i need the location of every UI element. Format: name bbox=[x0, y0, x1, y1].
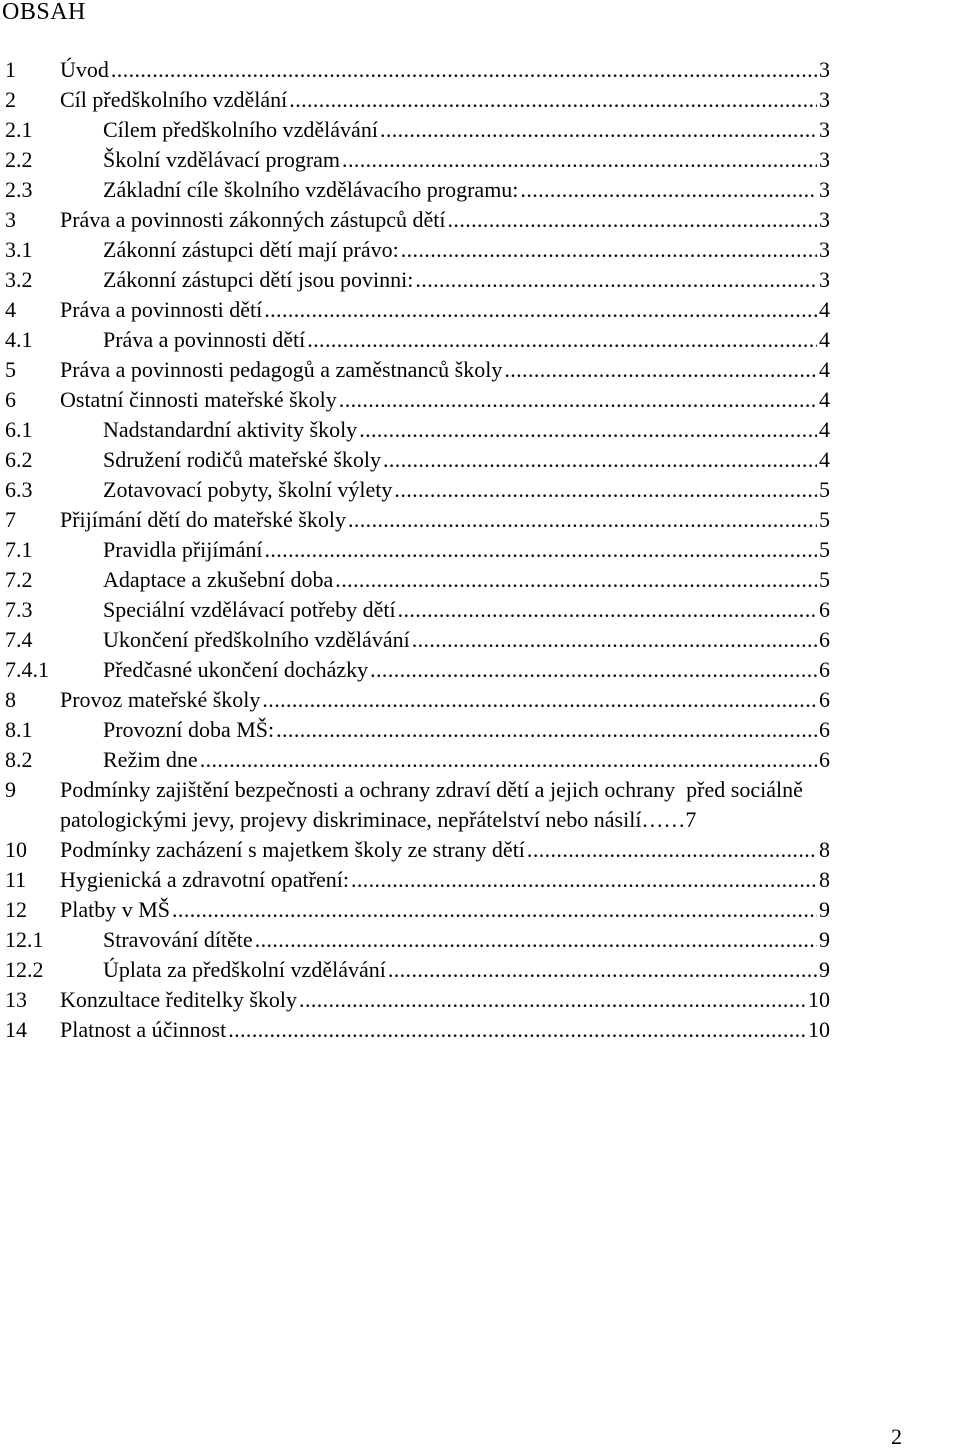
toc-entry-number: 7.2 bbox=[5, 567, 33, 592]
toc-entry[interactable] bbox=[0, 55, 960, 85]
toc-entry-number: 11 bbox=[5, 867, 27, 892]
toc-entry-title: Speciální vzdělávací potřeby dětí bbox=[103, 595, 398, 625]
page-title: OBSAH bbox=[2, 0, 86, 25]
toc-entry[interactable] bbox=[0, 745, 960, 775]
toc-entry[interactable] bbox=[0, 955, 960, 985]
toc-entry-number: 10 bbox=[5, 837, 27, 862]
toc-entry-number: 14 bbox=[5, 1017, 27, 1042]
toc-entry-page: 6 bbox=[819, 597, 830, 622]
dot-leader bbox=[383, 445, 817, 475]
toc-entry[interactable] bbox=[0, 115, 960, 145]
dot-leader bbox=[262, 685, 817, 715]
toc-entry-page: 10 bbox=[808, 1017, 830, 1042]
toc-entry-number: 6.2 bbox=[5, 447, 33, 472]
dot-leader bbox=[335, 565, 817, 595]
dot-leader bbox=[380, 115, 817, 145]
toc-entry[interactable] bbox=[0, 445, 960, 475]
toc-entry-number: 3 bbox=[5, 207, 16, 232]
toc-entry-page: 10 bbox=[808, 987, 830, 1012]
dot-leader bbox=[448, 205, 817, 235]
toc-entry-title: Nadstandardní aktivity školy bbox=[103, 415, 359, 445]
toc-entry-title: Cíl předškolního vzdělání bbox=[60, 85, 289, 115]
toc-entry[interactable] bbox=[0, 625, 960, 655]
toc-entry[interactable] bbox=[0, 355, 960, 385]
toc-entry-title: Ostatní činnosti mateřské školy bbox=[60, 385, 339, 415]
toc-entry-number: 8.2 bbox=[5, 747, 33, 772]
dot-leader bbox=[401, 235, 817, 265]
dot-leader bbox=[388, 955, 817, 985]
dot-leader bbox=[520, 175, 817, 205]
toc-entry-title: Hygienická a zdravotní opatření: bbox=[60, 865, 351, 895]
toc-entry-title-continued: patologickými jevy, projevy diskriminace, nepřátelství nebo násilí……7 bbox=[60, 807, 697, 832]
toc-entry-number: 4.1 bbox=[5, 327, 33, 352]
dot-leader bbox=[359, 415, 817, 445]
dot-leader bbox=[172, 895, 817, 925]
toc-entry[interactable] bbox=[0, 715, 960, 745]
toc-entry-number: 12.1 bbox=[5, 927, 44, 952]
toc-entry[interactable] bbox=[0, 205, 960, 235]
toc-entry-number: 2 bbox=[5, 87, 16, 112]
toc-entry-page: 4 bbox=[819, 327, 830, 352]
dot-leader bbox=[527, 835, 817, 865]
toc-entry-title: Sdružení rodičů mateřské školy bbox=[103, 445, 383, 475]
toc-entry[interactable] bbox=[0, 925, 960, 955]
toc-entry-title: Práva a povinnosti zákonných zástupců dětí bbox=[60, 205, 448, 235]
toc-entry-page: 3 bbox=[819, 207, 830, 232]
toc-entry-page: 3 bbox=[819, 237, 830, 262]
dot-leader bbox=[339, 385, 817, 415]
toc-entry-page: 3 bbox=[819, 117, 830, 142]
dot-leader bbox=[370, 655, 817, 685]
toc-entry-page: 5 bbox=[819, 567, 830, 592]
toc-entry[interactable] bbox=[0, 145, 960, 175]
toc-entry[interactable] bbox=[0, 175, 960, 205]
toc-entry-page: 4 bbox=[819, 447, 830, 472]
toc-entry-page: 8 bbox=[819, 867, 830, 892]
toc-entry-title: Provozní doba MŠ: bbox=[103, 715, 276, 745]
dot-leader bbox=[307, 325, 817, 355]
toc-entry[interactable] bbox=[0, 655, 960, 685]
table-of-contents bbox=[0, 55, 960, 1045]
toc-entry-page: 3 bbox=[819, 267, 830, 292]
toc-entry-title: Základní cíle školního vzdělávacího programu: bbox=[103, 175, 520, 205]
toc-entry-page: 6 bbox=[819, 657, 830, 682]
toc-entry-number: 1 bbox=[5, 57, 16, 82]
toc-entry[interactable] bbox=[0, 475, 960, 505]
dot-leader bbox=[394, 475, 817, 505]
toc-entry-number: 6 bbox=[5, 387, 16, 412]
toc-entry-page: 4 bbox=[819, 297, 830, 322]
toc-entry[interactable] bbox=[0, 985, 960, 1015]
toc-entry[interactable] bbox=[0, 295, 960, 325]
dot-leader bbox=[351, 865, 817, 895]
toc-entry-title: Provoz mateřské školy bbox=[60, 685, 262, 715]
dot-leader bbox=[412, 625, 817, 655]
toc-entry[interactable] bbox=[0, 415, 960, 445]
toc-entry-title: Cílem předškolního vzdělávání bbox=[103, 115, 380, 145]
toc-entry-continuation[interactable] bbox=[0, 805, 960, 835]
toc-entry-number: 13 bbox=[5, 987, 27, 1012]
toc-entry-title: Přijímání dětí do mateřské školy bbox=[60, 505, 348, 535]
toc-entry-number: 3.1 bbox=[5, 237, 33, 262]
toc-entry[interactable] bbox=[0, 265, 960, 295]
toc-entry-title: Platnost a účinnost bbox=[60, 1015, 228, 1045]
toc-entry[interactable] bbox=[0, 505, 960, 535]
dot-leader bbox=[111, 55, 817, 85]
toc-entry-title: Konzultace ředitelky školy bbox=[60, 985, 299, 1015]
toc-entry-title: Podmínky zacházení s majetkem školy ze strany dětí bbox=[60, 835, 527, 865]
toc-entry-number: 7 bbox=[5, 507, 16, 532]
toc-entry-title: Zákonní zástupci dětí mají právo: bbox=[103, 235, 401, 265]
toc-entry-title: Adaptace a zkušební doba bbox=[103, 565, 335, 595]
toc-entry-page: 6 bbox=[819, 687, 830, 712]
toc-entry-title: Předčasné ukončení docházky bbox=[103, 655, 370, 685]
toc-entry-page: 3 bbox=[819, 57, 830, 82]
toc-entry-title: Pravidla přijímání bbox=[103, 535, 264, 565]
toc-entry-page: 4 bbox=[819, 387, 830, 412]
toc-entry-number: 7.3 bbox=[5, 597, 33, 622]
toc-entry-page: 6 bbox=[819, 627, 830, 652]
dot-leader bbox=[228, 1015, 806, 1045]
toc-entry-page: 4 bbox=[819, 357, 830, 382]
dot-leader bbox=[255, 925, 817, 955]
toc-entry-number: 4 bbox=[5, 297, 16, 322]
toc-entry-page: 3 bbox=[819, 147, 830, 172]
toc-entry-title: Stravování dítěte bbox=[103, 925, 255, 955]
toc-entry-page: 4 bbox=[819, 417, 830, 442]
toc-entry[interactable] bbox=[0, 385, 960, 415]
toc-entry-title: Ukončení předškolního vzdělávání bbox=[103, 625, 412, 655]
toc-entry-number: 7.4 bbox=[5, 627, 33, 652]
toc-entry-number: 2.3 bbox=[5, 177, 33, 202]
toc-entry-number: 12.2 bbox=[5, 957, 44, 982]
toc-entry[interactable] bbox=[0, 865, 960, 895]
page-number: 2 bbox=[891, 1424, 902, 1449]
toc-entry-page: 3 bbox=[819, 177, 830, 202]
toc-entry-title: Zotavovací pobyty, školní výlety bbox=[103, 475, 394, 505]
toc-entry-title: Práva a povinnosti pedagogů a zaměstnanců školy bbox=[60, 355, 504, 385]
dot-leader bbox=[415, 265, 817, 295]
dot-leader bbox=[299, 985, 806, 1015]
dot-leader bbox=[276, 715, 817, 745]
toc-entry-page: 6 bbox=[819, 747, 830, 772]
toc-entry-title: Zákonní zástupci dětí jsou povinni: bbox=[103, 265, 415, 295]
dot-leader bbox=[264, 295, 817, 325]
toc-entry-page: 5 bbox=[819, 537, 830, 562]
toc-entry-number: 2.1 bbox=[5, 117, 33, 142]
toc-entry-page: 9 bbox=[819, 927, 830, 952]
toc-entry[interactable] bbox=[0, 1015, 960, 1045]
toc-entry-page: 8 bbox=[819, 837, 830, 862]
toc-entry-number: 2.2 bbox=[5, 147, 33, 172]
dot-leader bbox=[348, 505, 817, 535]
toc-entry-title: Úvod bbox=[60, 55, 111, 85]
toc-entry-number: 5 bbox=[5, 357, 16, 382]
toc-entry-number: 6.1 bbox=[5, 417, 33, 442]
toc-entry[interactable] bbox=[0, 835, 960, 865]
toc-entry-title: Školní vzdělávací program bbox=[103, 145, 342, 175]
toc-entry-page: 9 bbox=[819, 897, 830, 922]
dot-leader bbox=[504, 355, 817, 385]
toc-entry[interactable] bbox=[0, 325, 960, 355]
toc-entry-number: 7.1 bbox=[5, 537, 33, 562]
toc-entry-title: Podmínky zajištění bezpečnosti a ochrany zdraví dětí a jejich ochrany před sociálně bbox=[60, 777, 803, 802]
toc-entry-title: Platby v MŠ bbox=[60, 895, 172, 925]
toc-entry[interactable] bbox=[0, 85, 960, 115]
toc-entry-number: 8 bbox=[5, 687, 16, 712]
toc-entry-number: 3.2 bbox=[5, 267, 33, 292]
dot-leader bbox=[264, 535, 817, 565]
dot-leader bbox=[200, 745, 817, 775]
toc-entry[interactable] bbox=[0, 775, 960, 805]
dot-leader bbox=[398, 595, 817, 625]
toc-entry-title: Práva a povinnosti dětí bbox=[103, 325, 307, 355]
toc-entry[interactable] bbox=[0, 685, 960, 715]
toc-entry-title: Režim dne bbox=[103, 745, 200, 775]
toc-entry[interactable] bbox=[0, 595, 960, 625]
dot-leader bbox=[289, 85, 817, 115]
toc-entry-title: Úplata za předškolní vzdělávání bbox=[103, 955, 388, 985]
toc-entry[interactable] bbox=[0, 535, 960, 565]
dot-leader bbox=[342, 145, 817, 175]
toc-entry-page: 5 bbox=[819, 477, 830, 502]
toc-entry[interactable] bbox=[0, 895, 960, 925]
toc-entry-title: Práva a povinnosti dětí bbox=[60, 295, 264, 325]
toc-entry-page: 3 bbox=[819, 87, 830, 112]
toc-entry-page: 9 bbox=[819, 957, 830, 982]
toc-entry-page: 5 bbox=[819, 507, 830, 532]
toc-entry-number: 9 bbox=[5, 777, 16, 802]
toc-entry-page: 6 bbox=[819, 717, 830, 742]
toc-entry-number: 12 bbox=[5, 897, 27, 922]
toc-entry-number: 8.1 bbox=[5, 717, 33, 742]
toc-entry[interactable] bbox=[0, 235, 960, 265]
toc-entry[interactable] bbox=[0, 565, 960, 595]
toc-entry-number: 6.3 bbox=[5, 477, 33, 502]
toc-entry-number: 7.4.1 bbox=[5, 657, 49, 682]
